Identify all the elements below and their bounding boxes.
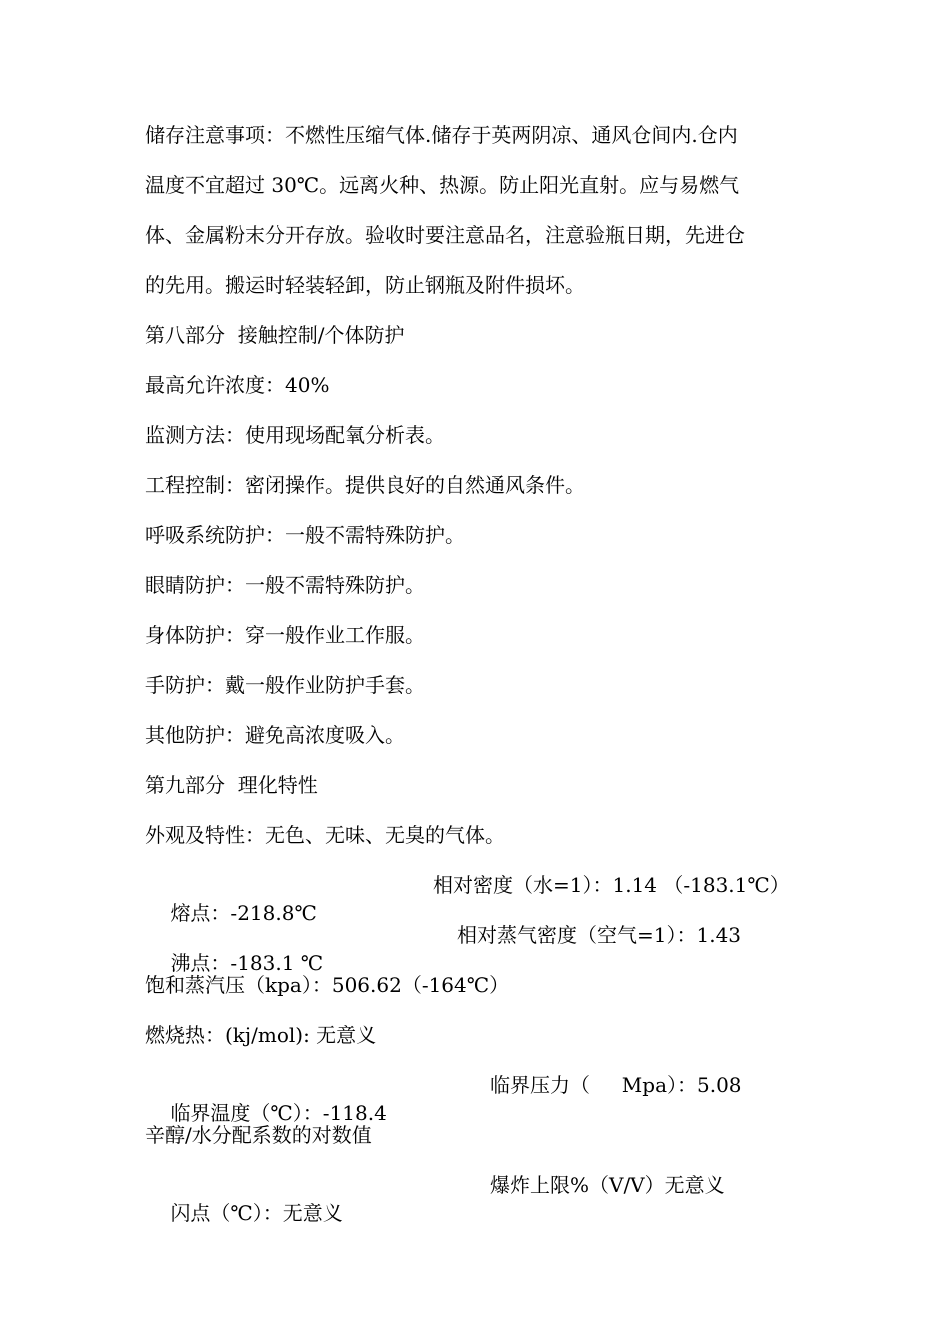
storage-line-1: 储存注意事项：不燃性压缩气体.储存于英两阴凉、通风仓间内.仓内	[145, 123, 738, 147]
partition-coefficient: 辛醇/水分配系数的对数值	[145, 1123, 372, 1147]
body-protection: 身体防护：穿一般作业工作服。	[145, 623, 425, 647]
part9-heading: 第九部分 理化特性	[145, 773, 318, 797]
part8-heading: 第八部分 接触控制/个体防护	[145, 323, 405, 347]
respiratory-protection: 呼吸系统防护：一般不需特殊防护。	[145, 523, 465, 547]
storage-line-3: 体、金属粉末分开存放。验收时要注意品名，注意验瓶日期，先进仓	[145, 223, 745, 247]
melting-point: 熔点：-218.8℃	[170, 901, 317, 925]
heat-of-combustion: 燃烧热：(kj/mol): 无意义	[145, 1023, 377, 1047]
storage-line-2: 温度不宜超过 30℃。远离火种、热源。防止阳光直射。应与易燃气	[145, 173, 740, 197]
flash-point: 闪点（℃）：无意义	[170, 1201, 343, 1225]
monitoring-method: 监测方法：使用现场配氧分析表。	[145, 423, 445, 447]
appearance: 外观及特性：无色、无味、无臭的气体。	[145, 823, 505, 847]
max-concentration: 最高允许浓度：40%	[145, 373, 330, 397]
critical-temperature: 临界温度（℃）：-118.4	[170, 1101, 387, 1125]
boiling-point: 沸点：-183.1 ℃	[170, 951, 324, 975]
eye-protection: 眼睛防护：一般不需特殊防护。	[145, 573, 425, 597]
vapor-density: 相对蒸气密度（空气=1）：1.43	[457, 923, 742, 947]
relative-density: 相对密度（水=1）：1.14 （-183.1℃）	[433, 873, 790, 897]
upper-explosive-limit: 爆炸上限%（V/V）无意义	[490, 1173, 725, 1197]
engineering-control: 工程控制：密闭操作。提供良好的自然通风条件。	[145, 473, 585, 497]
vapor-pressure: 饱和蒸汽压（kpa）：506.62（-164℃）	[145, 973, 510, 997]
flash-explosive-row	[145, 1171, 910, 1283]
critical-pressure: 临界压力（ Mpa）：5.08	[490, 1073, 742, 1097]
other-protection: 其他防护：避免高浓度吸入。	[145, 723, 405, 747]
storage-line-4: 的先用。搬运时轻装轻卸，防止钢瓶及附件损坏。	[145, 273, 585, 297]
hand-protection: 手防护：戴一般作业防护手套。	[145, 673, 425, 697]
